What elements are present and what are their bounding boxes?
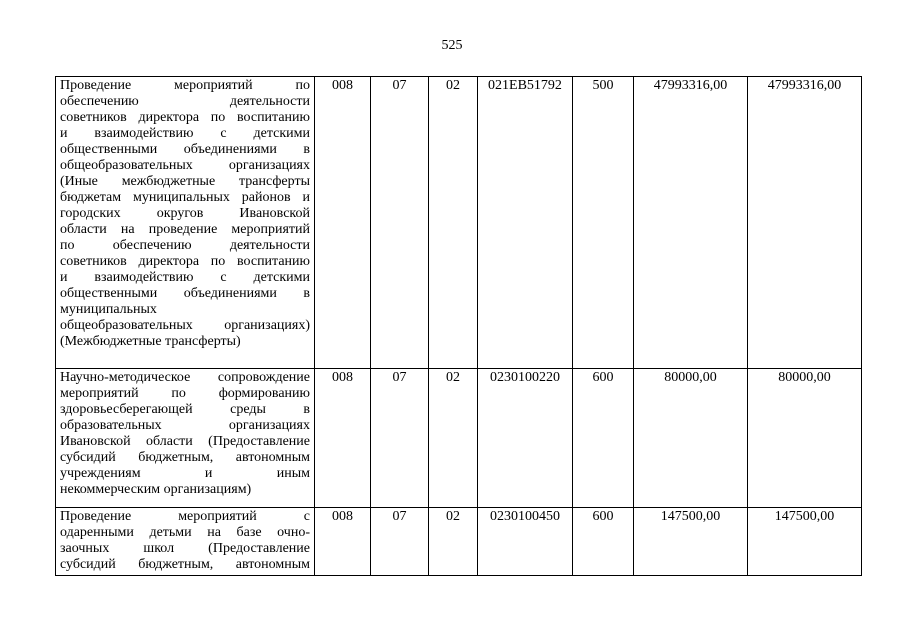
- target-article-cell: 0230100220: [478, 369, 573, 508]
- description-line: Проведение мероприятий по: [60, 78, 310, 93]
- description-line: субсидий бюджетным, автономным: [60, 450, 310, 465]
- description-line: общеобразовательных организациях: [60, 158, 310, 173]
- description-line: Научно-методическое сопровождение: [60, 370, 310, 385]
- description-line: Проведение мероприятий с: [60, 509, 310, 524]
- ministry-code-cell: 008: [315, 369, 371, 508]
- section-cell: 07: [371, 369, 429, 508]
- target-article-cell: 0230100450: [478, 508, 573, 576]
- description-line: учреждениям и иным: [60, 466, 310, 481]
- description-line: (Иные межбюджетные трансферты: [60, 174, 310, 189]
- description-cell: [56, 77, 315, 369]
- amount-cell: 47993316,00: [748, 77, 862, 369]
- description-line: общественными объединениями в: [60, 286, 310, 301]
- description-line: мероприятий по формированию: [60, 386, 310, 401]
- subsection-cell: 02: [429, 77, 478, 369]
- table-row: [56, 508, 862, 576]
- section-cell: 07: [371, 508, 429, 576]
- description-line: общественными объединениями в: [60, 142, 310, 157]
- description-line: здоровьесберегающей среды в: [60, 402, 310, 417]
- amount-cell: 147500,00: [634, 508, 748, 576]
- page-number: 525: [441, 38, 463, 53]
- description-line: бюджетам муниципальных районов и: [60, 190, 310, 205]
- description-line: советников директора по воспитанию: [60, 254, 310, 269]
- description-cell: [56, 508, 315, 576]
- description-line: по обеспечению деятельности: [60, 238, 310, 253]
- description-line: советников директора по воспитанию: [60, 110, 310, 125]
- description-line: одаренными детьми на базе очно-: [60, 525, 310, 540]
- amount-cell: 47993316,00: [634, 77, 748, 369]
- description-line: субсидий бюджетным, автономным: [60, 557, 310, 572]
- description-cell: [56, 369, 315, 508]
- amount-cell: 80000,00: [748, 369, 862, 508]
- target-article-cell: 021EB51792: [478, 77, 573, 369]
- description-line: Ивановской области (Предоставление: [60, 434, 310, 449]
- subsection-cell: 02: [429, 508, 478, 576]
- budget-table: [55, 76, 862, 576]
- section-cell: 07: [371, 77, 429, 369]
- ministry-code-cell: 008: [315, 77, 371, 369]
- amount-cell: 147500,00: [748, 508, 862, 576]
- description-line: области на проведение мероприятий: [60, 222, 310, 237]
- description-line: (Межбюджетные трансферты): [60, 334, 241, 349]
- table-row: [56, 369, 862, 508]
- description-line: муниципальных: [60, 302, 157, 317]
- description-line: некоммерческим организациям): [60, 482, 252, 497]
- expense-type-cell: 600: [573, 508, 634, 576]
- description-line: и взаимодействию с детскими: [60, 126, 310, 141]
- description-line: и взаимодействию с детскими: [60, 270, 310, 285]
- expense-type-cell: 600: [573, 369, 634, 508]
- amount-cell: 80000,00: [634, 369, 748, 508]
- expense-type-cell: 500: [573, 77, 634, 369]
- description-line: образовательных организациях: [60, 418, 310, 433]
- table-row: [56, 77, 862, 369]
- description-line: заочных школ (Предоставление: [60, 541, 310, 556]
- description-line: обеспечению деятельности: [60, 94, 310, 109]
- subsection-cell: 02: [429, 369, 478, 508]
- ministry-code-cell: 008: [315, 508, 371, 576]
- description-line: общеобразовательных организациях): [60, 318, 310, 333]
- description-line: городских округов Ивановской: [60, 206, 310, 221]
